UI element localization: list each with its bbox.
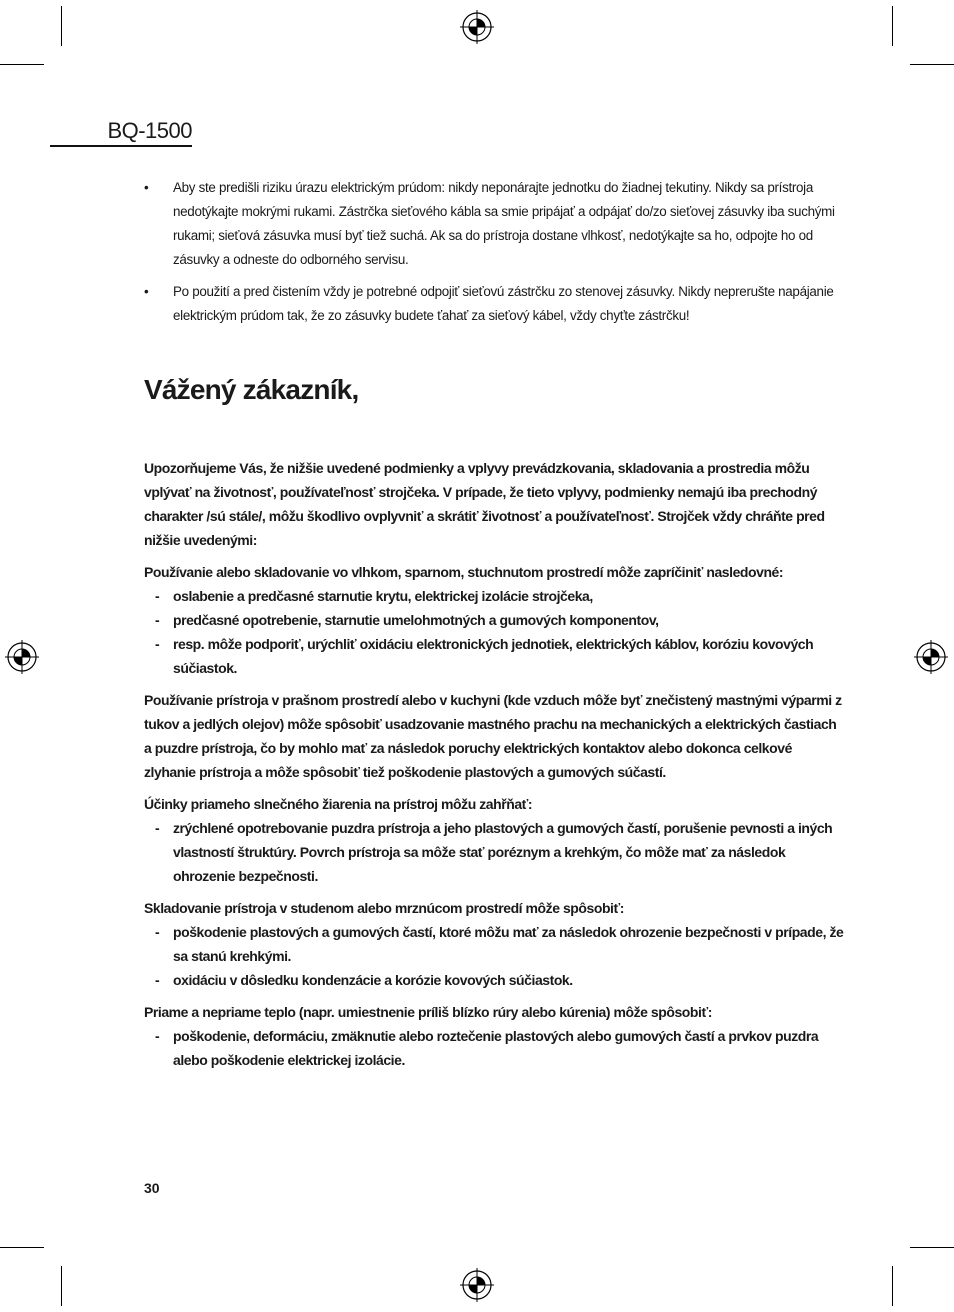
registration-mark-icon (5, 640, 39, 674)
dash-list (144, 920, 844, 992)
section-paragraph: Používanie alebo skladovanie vo vlhkom, sparnom, stuchnutom prostredí môže zapríčiniť nasledovné: (144, 564, 784, 580)
page-title: Vážený zákazník, (144, 374, 359, 405)
list-item-text: predčasné opotrebenie, starnutie umelohmotných a gumových komponentov, (173, 612, 659, 628)
bullet-icon: • (144, 284, 149, 299)
list-item (144, 816, 844, 888)
safety-bullet-list (144, 176, 844, 328)
section-paragraph: Priame a nepriame teplo (napr. umiestnenie príliš blízko rúry alebo kúrenia) môže spôsobiť: (144, 1004, 712, 1020)
list-item (144, 176, 844, 272)
list-item (144, 920, 844, 968)
crop-mark (910, 64, 954, 65)
list-item-text: oslabenie a predčasné starnutie krytu, elektrickej izolácie strojčeka, (173, 588, 593, 604)
model-header: BQ-1500 (50, 118, 192, 147)
list-item-text: zrýchlené opotrebovanie puzdra prístroja a jeho plastových a gumových častí, porušenie pevnosti a iných vlastností štruktúry. Povrch prístroja sa môže stať poréznym a krehkým, čo môže mať za následok ohrozenie bezpečnosti. (173, 820, 833, 884)
registration-mark-icon (914, 640, 948, 674)
list-item (144, 608, 844, 632)
crop-mark (910, 1247, 954, 1248)
dash-icon: - (155, 972, 160, 988)
crop-mark (892, 1266, 893, 1306)
safety-bullet-text: Aby ste predišli riziku úrazu elektrickým prúdom: nikdy neponárajte jednotku do žiadnej tekutiny. Nikdy sa prístroja nedotýkajte mokrými rukami. Zástrčka sieťového kábla sa smie pripájať a odpájať do/zo sieťovej zásuvky iba suchými rukami; sieťová zásuvka musí byť tiež suchá. Ak sa do prístroja dostane vlhkosť, nedotýkajte sa ho, odpojte ho od zásuvky a odneste do odborného servisu. (173, 180, 835, 267)
registration-mark-icon (460, 10, 494, 44)
list-item-text: resp. môže podporiť, urýchliť oxidáciu elektronických jednotiek, elektrických káblov, koróziu kovových súčiastok. (173, 636, 814, 676)
section-paragraph: Skladovanie prístroja v studenom alebo mrznúcom prostredí môže spôsobiť: (144, 900, 624, 916)
list-item (144, 584, 844, 608)
dash-icon: - (155, 612, 160, 628)
list-item (144, 1024, 844, 1072)
list-item-text: poškodenie, deformáciu, zmäknutie alebo roztečenie plastových alebo gumových častí a prvkov puzdra alebo poškodenie elektrickej izolácie. (173, 1028, 819, 1068)
registration-mark-icon (460, 1268, 494, 1302)
dash-list (144, 816, 844, 888)
crop-mark (61, 1266, 62, 1306)
list-item-text: poškodenie plastových a gumových častí, ktoré môžu mať za následok ohrozenie bezpečnosti v prípade, že sa stanú krehkými. (173, 924, 844, 964)
safety-bullet-text: Po použití a pred čistením vždy je potrebné odpojiť sieťovú zástrčku zo stenovej zásuvky. Nikdy neprerušte napájanie elektrickým prúdom tak, že zo zásuvky budete ťahať za sieťový kábel, vždy chyťte zástrčku! (173, 284, 834, 323)
dash-icon: - (155, 588, 160, 604)
dash-icon: - (155, 1028, 160, 1044)
bullet-icon: • (144, 180, 149, 195)
list-item (144, 968, 844, 992)
section-paragraph: Účinky priameho slnečného žiarenia na prístroj môžu zahřňať: (144, 796, 533, 812)
document-body (144, 456, 844, 1072)
list-item (144, 632, 844, 680)
section-paragraph: Používanie prístroja v prašnom prostredí alebo v kuchyni (kde vzduch môže byť znečistený mastnými výparmi z tukov a jedlých olejov) môže spôsobiť usadzovanie mastného prachu na mechanických a elektrických častiach a puzdre prístroja, čo by mohlo mať za následok poruchy elektrických kontaktov alebo dokonca celkové zlyhanie prístroja a môže spôsobiť tiež poškodenie plastových a gumových súčastí. (144, 692, 842, 780)
dash-list (144, 584, 844, 680)
crop-mark (0, 1247, 44, 1248)
page-content (144, 176, 844, 1080)
dash-icon: - (155, 924, 160, 940)
dash-icon: - (155, 636, 160, 652)
crop-mark (61, 6, 62, 46)
page-number: 30 (144, 1180, 160, 1196)
dash-list (144, 1024, 844, 1072)
list-item (144, 280, 844, 328)
crop-mark (892, 6, 893, 46)
dash-icon: - (155, 820, 160, 836)
intro-paragraph: Upozorňujeme Vás, že nižšie uvedené podmienky a vplyvy prevádzkovania, skladovania a prostredia môžu vplývať na životnosť, používateľnosť strojčeka. V prípade, že tieto vplyvy, podmienky nemajú iba prechodný charakter /sú stále/, môžu škodlivo ovplyvniť a skrátiť životnosť a používateľnosť. Strojček vždy chráňte pred nižšie uvedenými: (144, 460, 825, 548)
crop-mark (0, 64, 44, 65)
list-item-text: oxidáciu v dôsledku kondenzácie a korózie kovových súčiastok. (173, 972, 573, 988)
